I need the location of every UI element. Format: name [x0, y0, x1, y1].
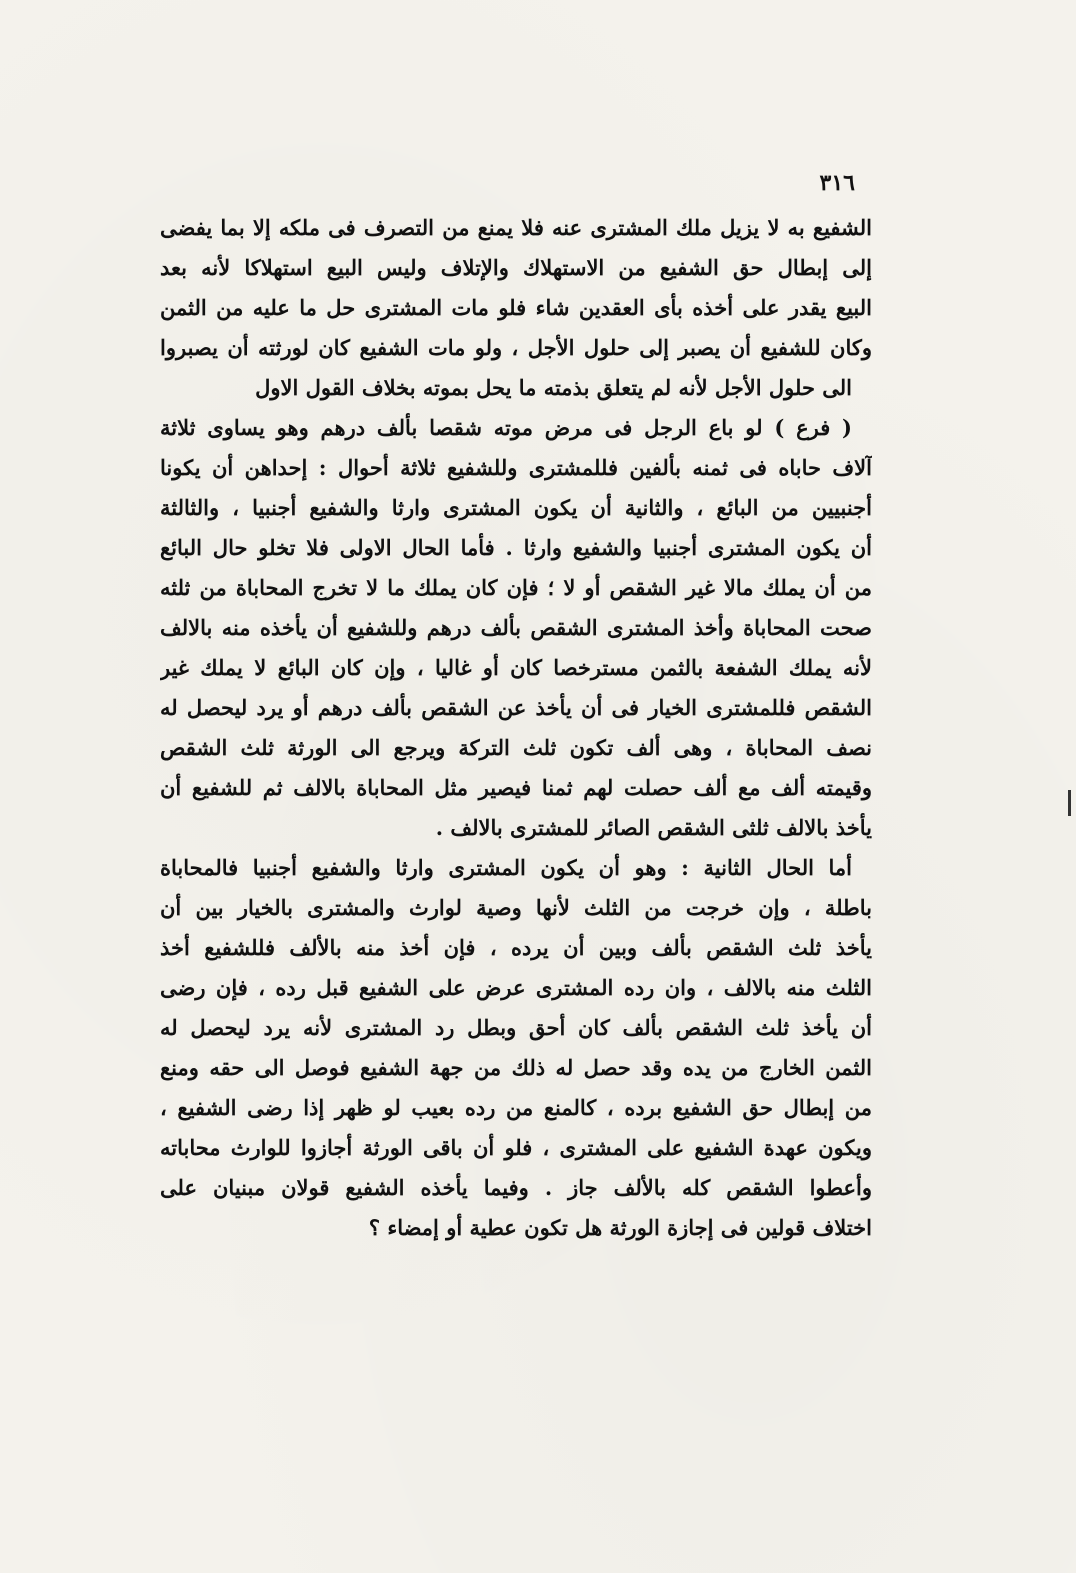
text-line-21: أن يأخذ ثلث الشقص بألف كان أحق وبطل رد المشترى لأنه يرد ليحصل له: [160, 1015, 872, 1040]
text-line-7: آلاف حاباه فى ثمنه بألفين فللمشترى وللشفيع ثلاثة أحوال : إحداهن أن يكونا: [160, 455, 872, 480]
text-line-20: الثلث منه بالالف ، وان رده المشترى عرض على الشفيع قبل رده ، فإن رضى: [160, 975, 872, 1000]
text-line-10: من أن يملك مالا غير الشقص أو لا ؛ فإن كان يملك ما لا تخرج المحاباة من ثلثه: [160, 575, 872, 600]
text-line-17: أما الحال الثانية : وهو أن يكون المشترى وارثا والشفيع أجنبيا فالمحاباة: [160, 855, 852, 880]
text-line-26: اختلاف قولين فى إجازة الورثة هل تكون عطية أو إمضاء ؟: [368, 1215, 872, 1240]
text-line-9: أن يكون المشترى أجنبيا والشفيع وارثا . فأما الحال الاولى فلا تخلو حال البائع: [160, 535, 872, 560]
text-line-3: البيع يقدر على أخذه بأى العقدين شاء فلو مات المشترى حل ما عليه من الثمن: [160, 295, 872, 320]
text-line-6: ( فرع ) لو باع الرجل فى مرض موته شقصا بألف درهم وهو يساوى ثلاثة: [160, 415, 852, 440]
text-line-13: الشقص فللمشترى الخيار فى أن يأخذ عن الشقص بألف درهم أو يرد ليحصل له: [160, 695, 872, 720]
text-line-5: الى حلول الأجل لأنه لم يتعلق بذمته ما يحل بموته بخلاف القول الاول: [255, 375, 852, 400]
text-line-18: باطلة ، وإن خرجت من الثلث لأنها وصية لوارث والمشترى بالخيار بين أن: [160, 895, 872, 920]
text-line-19: يأخذ ثلث الشقص بألف وبين أن يرده ، فإن أخذ منه بالألف فللشفيع أخذ: [160, 935, 872, 960]
body-text: [160, 208, 872, 1248]
text-line-12: لأنه يملك الشفعة بالثمن مسترخصا كان أو غاليا ، وإن كان البائع لا يملك غير: [160, 655, 872, 680]
text-line-16: يأخذ بالالف ثلثى الشقص الصائر للمشترى بالالف .: [435, 815, 872, 840]
text-line-22: الثمن الخارج من يده وقد حصل له ذلك من جهة الشفيع فوصل الى حقه ومنع: [160, 1055, 872, 1080]
text-line-23: من إبطال حق الشفيع برده ، كالمنع من رده بعيب لو ظهر إذا رضى الشفيع ،: [160, 1095, 872, 1120]
text-line-8: أجنبيين من البائع ، والثانية أن يكون المشترى وارثا والشفيع أجنبيا ، والثالثة: [160, 495, 872, 520]
text-line-24: ويكون عهدة الشفيع على المشترى ، فلو أن باقى الورثة أجازوا للوارث محاباته: [160, 1135, 872, 1160]
text-line-11: صحت المحاباة وأخذ المشترى الشقص بألف درهم وللشفيع أن يأخذه منه بالالف: [160, 615, 872, 640]
text-line-1: الشفيع به لا يزيل ملك المشترى عنه فلا يمنع من التصرف فى ملكه إلا بما يفضى: [160, 215, 872, 240]
text-line-14: نصف المحاباة ، وهى ألف تكون ثلث التركة ويرجع الى الورثة ثلث الشقص: [160, 735, 872, 760]
text-line-2: إلى إبطال حق الشفيع من الاستهلاك والإتلاف وليس البيع استهلاكا لأنه بعد: [160, 255, 872, 280]
scan-edge-mark: [1068, 790, 1071, 816]
page-number: ٣١٦: [819, 170, 855, 196]
text-line-15: وقيمته ألف مع ألف حصلت لهم ثمنا فيصير مثل المحاباة بالالف ثم للشفيع أن: [160, 775, 872, 800]
text-line-4: وكان للشفيع أن يصبر إلى حلول الأجل ، ولو مات الشفيع كان لورثته أن يصبروا: [160, 335, 872, 360]
text-line-25: وأعطوا الشقص كله بالألف جاز . وفيما يأخذه الشفيع قولان مبنيان على: [160, 1175, 872, 1200]
